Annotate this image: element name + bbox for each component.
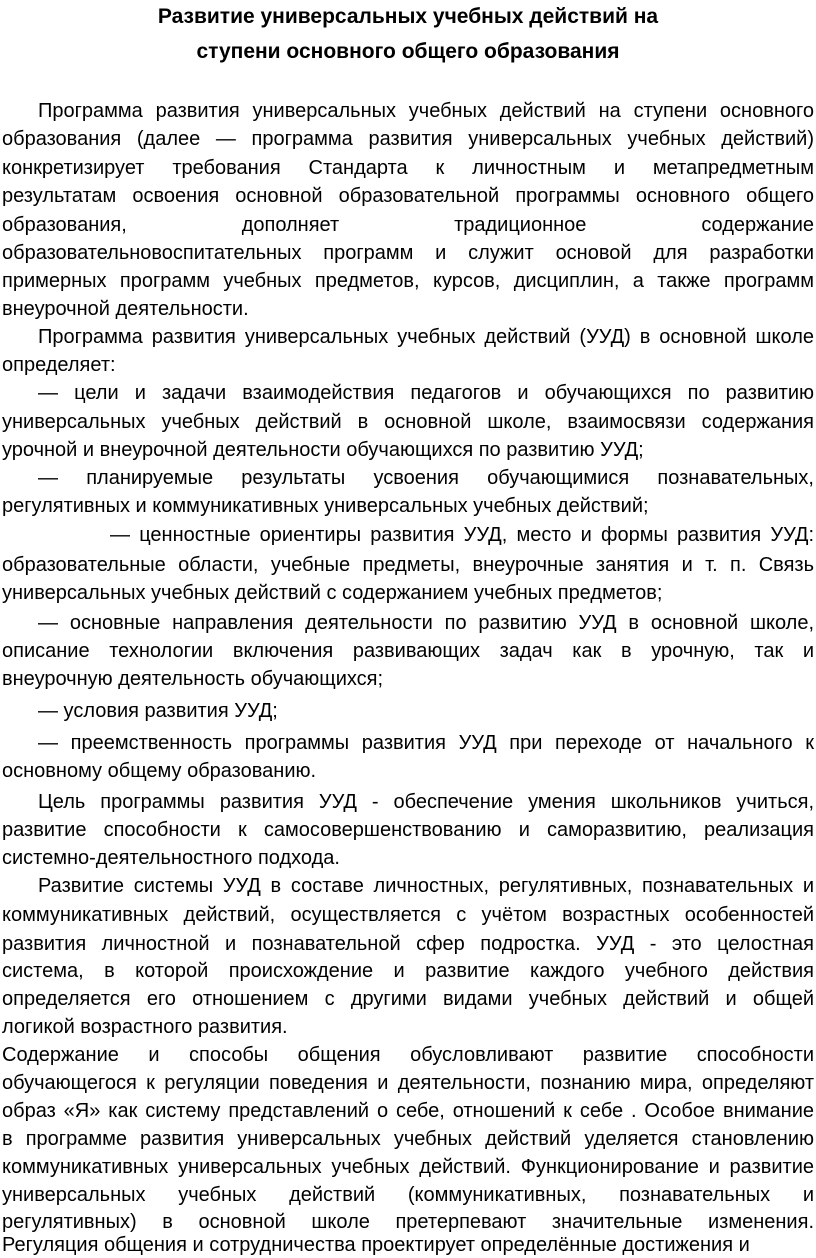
document-title-line-2: ступени основного общего образования [196, 40, 620, 63]
text-line: урочной и внеурочной деятельности обучающихся по развитию УУД; [2, 439, 644, 461]
text-line: определяет: [2, 354, 116, 376]
text-line: развитие способности к самосовершенствованию и саморазвитию, реализация [2, 819, 814, 841]
text-line: в программе развития универсальных учебных действий уделяется становлению [2, 1128, 814, 1150]
text-line: примерных программ учебных предметов, курсов, дисциплин, а также программ [2, 270, 814, 292]
list-item-line: — ценностные ориентиры развития УУД, место и формы развития УУД: [110, 524, 814, 546]
document-title-line-1: Развитие универсальных учебных действий на [157, 5, 659, 28]
text-line: описание технологии включения развивающих задач как в урочную, так и [2, 640, 814, 662]
text-line: конкретизирует требования Стандарта к личностным и метапредметным [2, 157, 814, 179]
text-line: система, в которой происхождение и развитие каждого учебного действия [2, 960, 814, 982]
text-line: Программа развития универсальных учебных действий (УУД) в основной школе [38, 326, 814, 348]
list-item-line: — условия развития УУД; [38, 700, 278, 722]
text-line: образования (далее — программа развития универсальных учебных действий) [2, 128, 814, 150]
text-line: регулятивных и коммуникативных универсальных учебных действий; [2, 495, 649, 517]
text-line: Программа развития универсальных учебных действий на ступени основного [38, 100, 814, 122]
list-item-line: — планируемые результаты усвоения обучающимися познавательных, [38, 467, 814, 489]
list-item-line: — основные направления деятельности по развитию УУД в основной школе, [38, 612, 814, 634]
text-line: результатам освоения основной образовательной программы основного общего [2, 185, 814, 207]
text-line: обучающегося к регуляции поведения и деятельности, познанию мира, определяют [2, 1072, 814, 1094]
text-line: логикой возрастного развития. [2, 1016, 288, 1038]
text-line: определяется его отношением с другими видами учебных действий и общей [2, 988, 814, 1010]
text-line: развития личностной и познавательной сфер подростка. УУД - это целостная [2, 933, 814, 955]
text-line: регулятивных) в основной школе претерпевают значительные изменения. [2, 1211, 814, 1233]
text-line: универсальных учебных действий с содержанием учебных предметов; [2, 582, 663, 604]
text-line: внеурочной деятельности. [2, 298, 249, 320]
text-line: образ «Я» как систему представлений о себе, отношений к себе . Особое внимание [2, 1100, 814, 1122]
text-line: системно-деятельностного подхода. [2, 847, 340, 869]
text-line: Регуляция общения и сотрудничества проектирует определённые достижения и [2, 1234, 750, 1256]
text-line: основному общему образованию. [2, 760, 317, 782]
list-item-line: — цели и задачи взаимодействия педагогов и обучающихся по развитию [38, 382, 814, 404]
text-line: образовательновоспитательных программ и служит основой для разработки [2, 242, 814, 264]
text-line: Цель программы развития УУД - обеспечение умения школьников учиться, [38, 791, 814, 813]
text-line: Развитие системы УУД в составе личностных, регулятивных, познавательных и [38, 875, 814, 897]
list-item-line: — преемственность программы развития УУД при переходе от начального к [38, 732, 814, 754]
text-line: коммуникативных действий, осуществляется с учётом возрастных особенностей [2, 904, 814, 926]
text-line: Содержание и способы общения обусловливают развитие способности [2, 1044, 814, 1066]
text-line: универсальных учебных действий в основной школе, взаимосвязи содержания [2, 411, 814, 433]
text-line: внеурочную деятельность обучающихся; [2, 668, 384, 690]
text-line: универсальных учебных действий (коммуникативных, познавательных и [2, 1184, 814, 1206]
text-line: образовательные области, учебные предметы, внеурочные занятия и т. п. Связь [2, 554, 814, 576]
text-line: образования, дополняет традиционное содержание [2, 214, 814, 236]
text-line: коммуникативных универсальных учебных действий. Функционирование и развитие [2, 1156, 814, 1178]
